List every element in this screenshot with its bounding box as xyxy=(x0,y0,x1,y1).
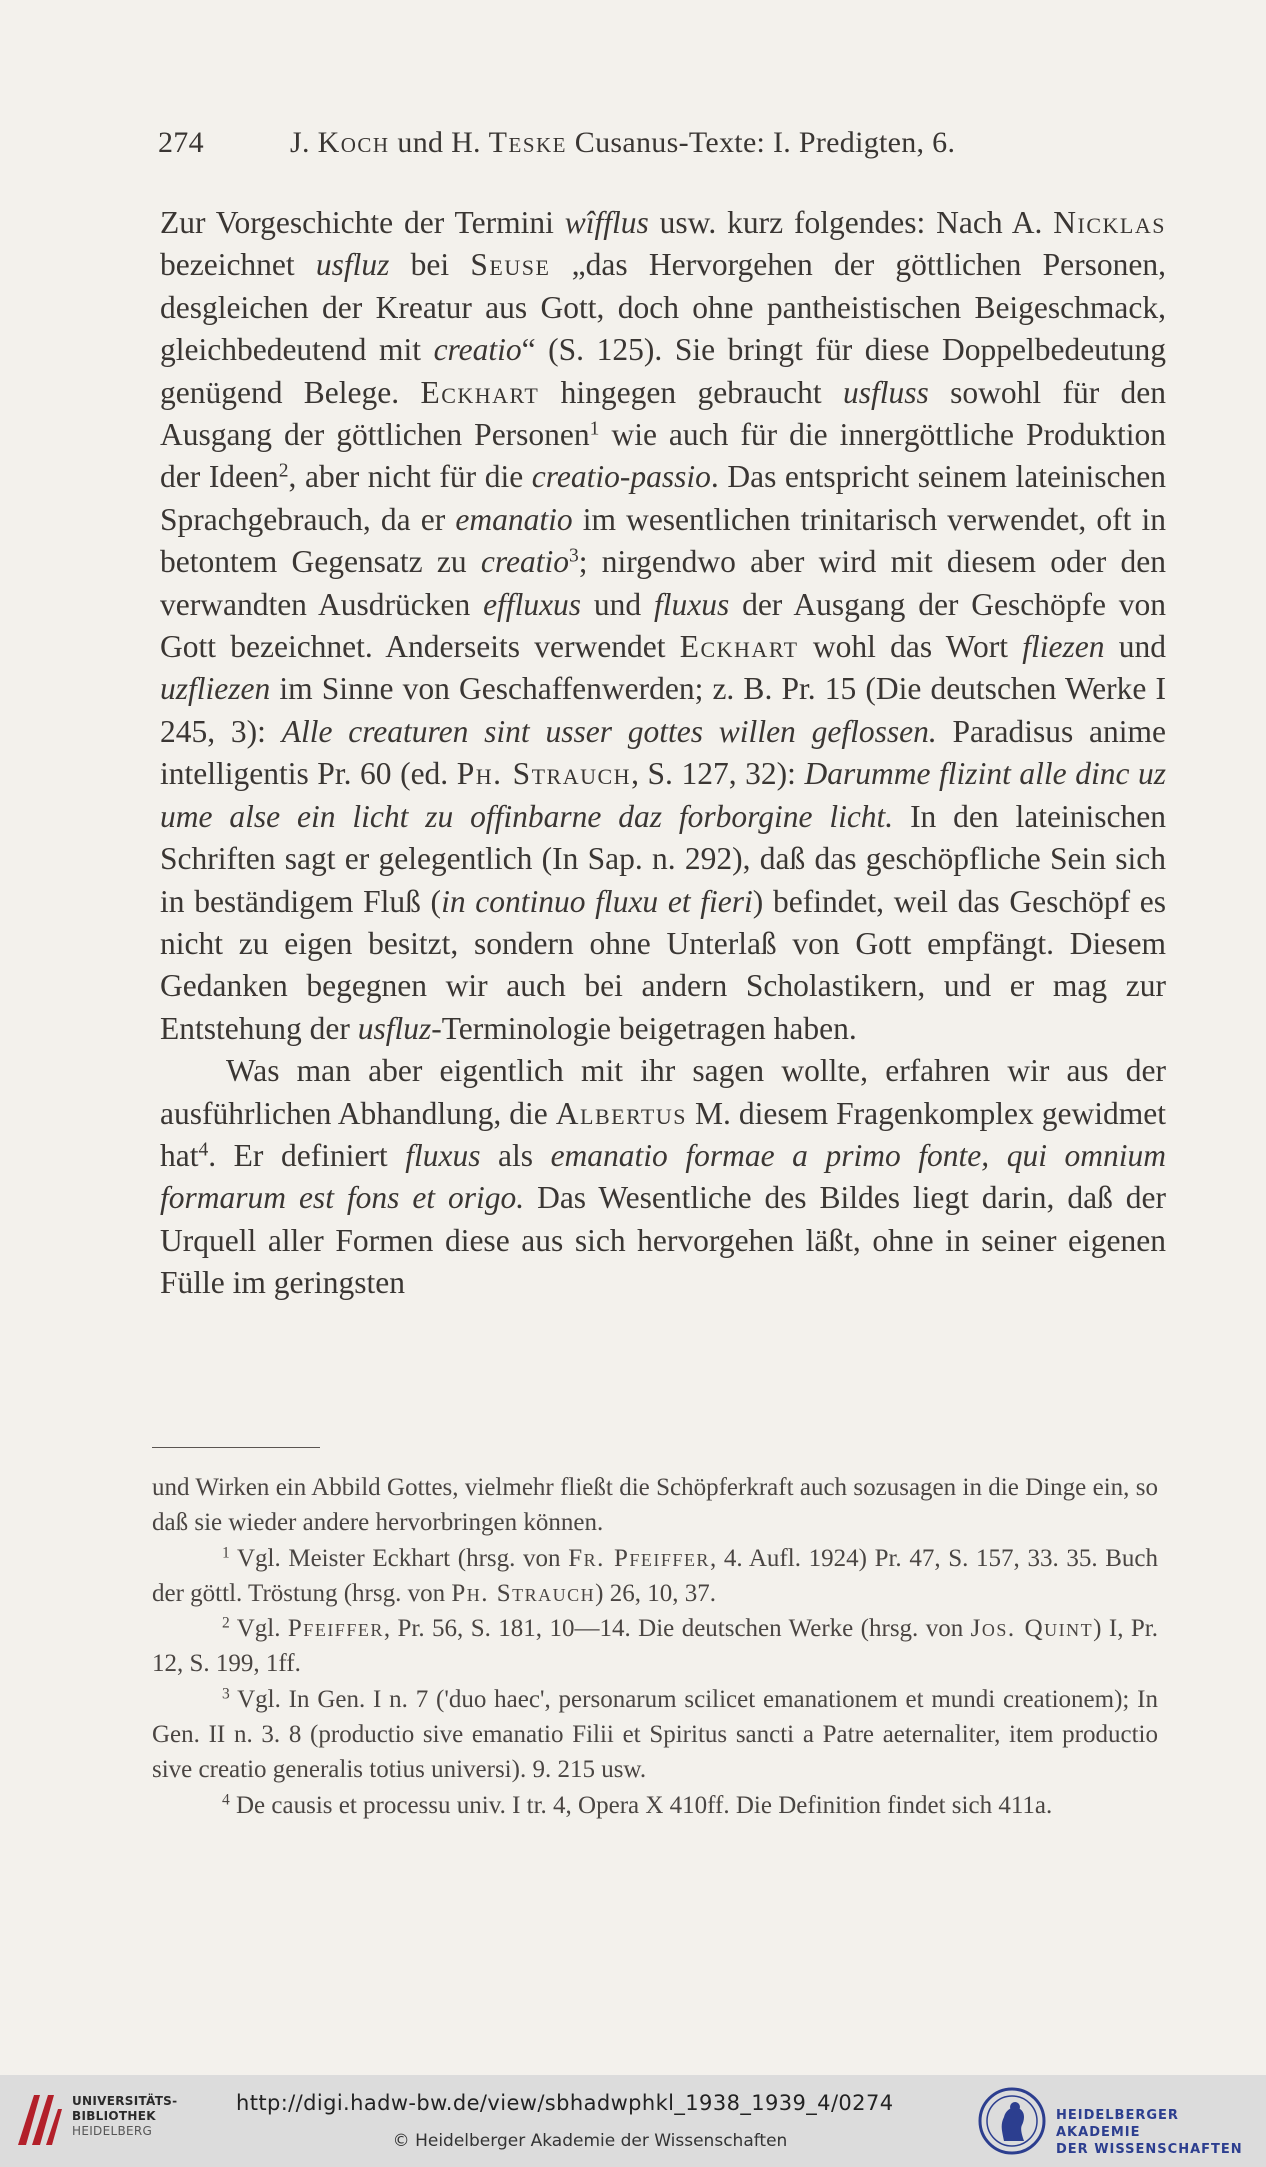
footnote-3 xyxy=(152,1682,1158,1788)
footnote-mark: 3 xyxy=(222,1685,230,1703)
text-run: hingegen gebraucht xyxy=(539,374,843,410)
hadw-line1: HEIDELBERGER AKADEMIE xyxy=(1056,2108,1179,2140)
ub-heidelberg-name xyxy=(72,2094,177,2139)
author-name: Albertus xyxy=(555,1095,687,1131)
head-author2: Teske xyxy=(488,126,567,159)
footnote-2 xyxy=(152,1611,1158,1682)
text-run: Zur Vorgeschichte der Termini xyxy=(160,205,565,240)
author-name: Jos. Quint xyxy=(970,1615,1094,1643)
text-run: , 4. Aufl. 1924) Pr. 47, S. 157, 33. 35. Buch der göttl. Tröstung (hrsg. von xyxy=(152,1544,1159,1607)
text-run: usw. kurz folgendes: Nach A. xyxy=(648,205,1054,240)
italic-term: fluxus xyxy=(405,1137,481,1173)
text-run: und xyxy=(1104,629,1167,665)
text-run: wie auch für die innergöttliche Produktion der Ideen xyxy=(160,417,1166,495)
italic-term: usfluz xyxy=(315,247,390,283)
text-run: Vgl. xyxy=(229,1615,288,1643)
page-number: 274 xyxy=(158,126,204,159)
italic-quote: Darumme flizint alle dinc uz ume alse ein licht zu offinbarne daz forborgine licht. xyxy=(160,756,1167,834)
hadw-logo[interactable] xyxy=(976,2085,1256,2157)
footnote-continuation: und Wirken ein Abbild Gottes, vielmehr fließt die Schöpferkraft auch sozusagen in die Dinge ein, so daß sie wieder andere hervorbringen können. xyxy=(152,1474,1158,1537)
text-run: der Ausgang der Geschöpfe von Gott bezeichnet. Anderseits verwendet xyxy=(160,586,1167,665)
ub-line3: HEIDELBERG xyxy=(72,2124,153,2138)
footnote-mark: 2 xyxy=(222,1614,230,1632)
paragraph-2 xyxy=(160,1050,1166,1304)
author-name: Ph. Strauch xyxy=(456,756,632,792)
footnote-4 xyxy=(152,1788,1158,1823)
italic-term: creatio xyxy=(433,332,522,368)
head-title: Cusanus-Texte: I. Predigten, 6. xyxy=(567,126,956,159)
italic-term: uzfliezen xyxy=(160,671,271,707)
italic-term: creatio xyxy=(480,544,569,580)
text-run: Paradisus anime intelligentis Pr. 60 (ed. xyxy=(160,713,1166,792)
footnote-mark: 4 xyxy=(222,1791,230,1809)
hadw-line2: DER WISSENSCHAFTEN xyxy=(1056,2142,1243,2157)
italic-term: usfluss xyxy=(843,374,929,410)
text-run: Das Wesentliche des Bildes liegt darin, daß der Urquell aller Formen diese aus sich hervorgehen läßt, ohne in seiner eigenen Fülle im geringsten xyxy=(160,1180,1166,1301)
text-run: -Terminologie beigetragen haben. xyxy=(431,1010,857,1046)
footnote-1 xyxy=(152,1541,1158,1612)
text-run: , aber nicht für die xyxy=(288,459,532,495)
hadw-name xyxy=(1056,2107,1256,2158)
footnote-ref[interactable]: 2 xyxy=(278,460,289,482)
text-run: als xyxy=(480,1137,551,1173)
text-run: Vgl. Meister Eckhart (hrsg. von xyxy=(229,1544,569,1572)
italic-term: fliezen xyxy=(1022,629,1105,665)
ub-heidelberg-logo[interactable] xyxy=(14,2089,178,2153)
hadw-seal-icon xyxy=(976,2085,1048,2157)
text-run: Was man aber eigentlich mit ihr sagen wollte, erfahren wir aus der ausführlichen Abhandlung, die xyxy=(160,1053,1166,1131)
italic-term: emanatio xyxy=(455,501,573,537)
footnote-ref[interactable]: 3 xyxy=(568,545,579,567)
ub-line2: BIBLIOTHEK xyxy=(72,2109,156,2123)
footnotes xyxy=(152,1470,1158,1823)
text-run: ) I, Pr. 12, S. 199, 1ff. xyxy=(152,1615,1158,1678)
text-run: De causis et processu univ. I tr. 4, Opera X 410ff. Die Definition findet sich 411a. xyxy=(229,1791,1053,1819)
author-name: Eckhart xyxy=(679,629,799,665)
head-conj: und H. xyxy=(389,126,489,159)
author-name: Seuse xyxy=(470,247,551,283)
italic-term: creatio-passio xyxy=(531,459,711,495)
head-author1-initial: J. xyxy=(290,126,318,159)
text-run: ) befindet, weil das Geschöpf es nicht zu eigen besitzt, sondern ohne Unterlaß von Gott empfängt. Diesem Gedanken begegnen wir auch bei andern Scholastikern, und er mag zur Entstehung der xyxy=(160,883,1167,1046)
text-run: , Pr. 56, S. 181, 10—14. Die deutschen Werke (hrsg. von xyxy=(383,1615,971,1643)
author-name: Pfeiffer xyxy=(287,1615,384,1643)
text-run: , S. 127, 32): xyxy=(631,756,805,792)
footnote-rule xyxy=(152,1447,320,1448)
running-head xyxy=(158,126,1038,160)
author-name: Nicklas xyxy=(1053,205,1166,240)
text-run: sowohl für den Ausgang der göttlichen Personen xyxy=(160,374,1166,453)
italic-term: wîfflus xyxy=(564,205,649,240)
text-run: im Sinne von Geschaffenwerden; z. B. Pr. 15 (Die deutschen Werke I 245, 3): xyxy=(160,671,1166,749)
permalink-url[interactable]: http://digi.hadw-bw.de/view/sbhadwphkl_1938_1939_4/0274 xyxy=(236,2091,894,2115)
text-run: wohl das Wort xyxy=(798,629,1023,665)
text-run: ; nirgendwo aber wird mit diesem oder den verwandten Ausdrücken xyxy=(160,544,1166,622)
footnote-mark: 1 xyxy=(222,1544,230,1562)
ub-heidelberg-logo-icon xyxy=(14,2091,66,2149)
italic-term: in continuo fluxu et fieri xyxy=(441,883,753,919)
ub-line1: UNIVERSITÄTS- xyxy=(72,2094,178,2108)
footer-bar xyxy=(0,2075,1266,2167)
copyright-notice: © Heidelberger Akademie der Wissenschaften xyxy=(392,2131,788,2151)
text-run: „das Hervorgehen der göttlichen Personen, desgleichen der Kreatur aus Gott, doch ohne pantheistischen Beigeschmack, gleichbedeutend mit xyxy=(160,247,1166,368)
italic-term: effluxus xyxy=(483,586,582,622)
text-run: . Er definiert xyxy=(208,1137,406,1173)
footnote-ref[interactable]: 4 xyxy=(198,1139,209,1161)
text-run: bei xyxy=(389,247,471,283)
text-run: bezeichnet xyxy=(160,247,316,283)
author-name: Ph. Strauch xyxy=(451,1579,596,1607)
italic-quote: Alle creaturen sint usser gottes willen geflossen. xyxy=(281,713,937,749)
text-run: im wesentlichen trinitarisch verwendet, oft in betontem Gegensatz zu xyxy=(160,501,1166,580)
text-run: “ (S. 125). Sie bringt für diese Doppelbedeutung genügend Belege. xyxy=(160,332,1166,410)
main-text xyxy=(160,202,1166,1305)
author-name: Eckhart xyxy=(420,374,540,410)
text-run: und xyxy=(581,586,654,622)
italic-term: fluxus xyxy=(653,586,730,622)
italic-quote: emanatio formae a primo fonte, qui omnium formarum est fons et origo. xyxy=(160,1137,1166,1216)
author-name: Fr. Pfeiffer xyxy=(568,1544,710,1572)
text-run: In den lateinischen Schriften sagt er gelegentlich (In Sap. n. 292), daß das geschöpfliche Sein sich in beständigem Fluß ( xyxy=(160,798,1166,919)
head-author1: Koch xyxy=(317,126,390,159)
text-run: M. diesem Fragenkomplex gewidmet hat xyxy=(160,1095,1167,1173)
footnote-ref[interactable]: 1 xyxy=(589,418,600,440)
italic-term: usfluz xyxy=(357,1010,432,1046)
text-run: Vgl. In Gen. I n. 7 ('duo haec', personarum scilicet emanationem et mundi creationem); In Gen. II n. 3. 8 (productio sive emanatio Filii et Spiritus sancti a Patre aeternaliter, item productio sive creatio generalis totius universi). 9. 215 usw. xyxy=(152,1685,1158,1784)
text-run: ) 26, 10, 37. xyxy=(595,1579,716,1607)
text-run: . Das entspricht seinem lateinischen Sprachgebrauch, da er xyxy=(160,459,1166,537)
paragraph-1 xyxy=(160,202,1166,1050)
